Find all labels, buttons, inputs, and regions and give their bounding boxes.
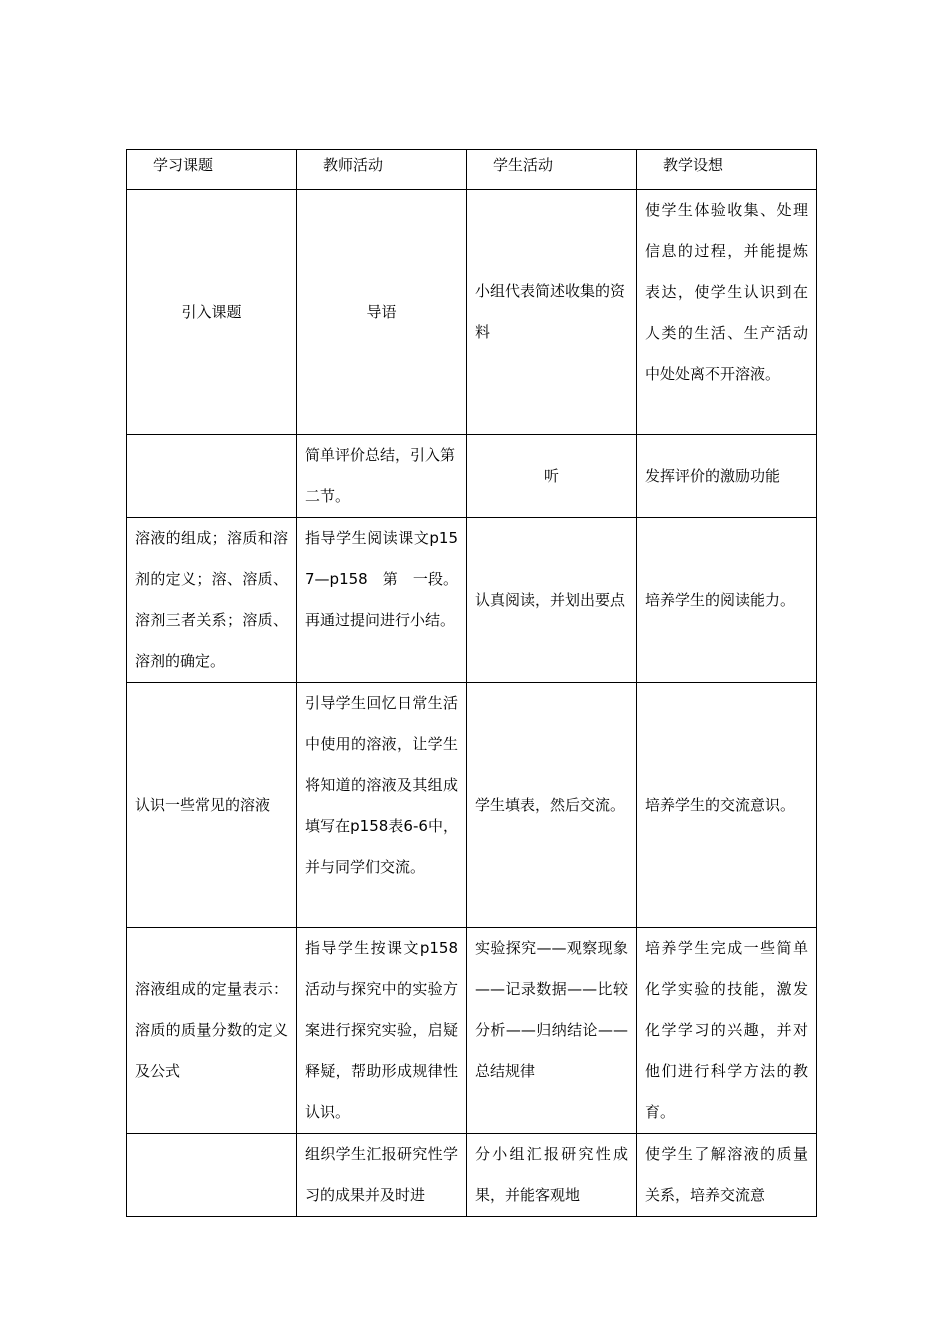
cell-design: 培养学生的阅读能力。 <box>637 518 817 683</box>
header-teacher-activity: 教师活动 <box>297 150 467 190</box>
header-student-activity: 学生活动 <box>467 150 637 190</box>
cell-student: 认真阅读，并划出要点 <box>467 518 637 683</box>
cell-design: 培养学生完成一些简单化学实验的技能，激发化学学习的兴趣，并对他们进行科学方法的教育。 <box>637 928 817 1134</box>
table-row <box>127 190 817 435</box>
table-header-row <box>127 150 817 190</box>
cell-design: 发挥评价的激励功能 <box>637 435 817 518</box>
cell-design: 使学生体验收集、处理信息的过程，并能提炼表达，使学生认识到在人类的生活、生产活动中处处离不开溶液。 <box>637 190 817 435</box>
header-topic: 学习课题 <box>127 150 297 190</box>
cell-topic: 引入课题 <box>127 190 297 435</box>
cell-teacher: 导语 <box>297 190 467 435</box>
cell-teacher: 指导学生阅读课文p157—p158 第 一段。再通过提问进行小结。 <box>297 518 467 683</box>
cell-student: 分小组汇报研究性成果，并能客观地 <box>467 1134 637 1217</box>
table-row <box>127 928 817 1134</box>
cell-student: 学生填表，然后交流。 <box>467 683 637 928</box>
cell-topic: 溶液组成的定量表示：溶质的质量分数的定义及公式 <box>127 928 297 1134</box>
cell-design: 培养学生的交流意识。 <box>637 683 817 928</box>
header-teaching-design: 教学设想 <box>637 150 817 190</box>
lesson-plan-table-container <box>126 149 816 1204</box>
cell-topic <box>127 435 297 518</box>
cell-teacher: 组织学生汇报研究性学习的成果并及时进 <box>297 1134 467 1217</box>
cell-topic: 认识一些常见的溶液 <box>127 683 297 928</box>
table-row <box>127 1134 817 1217</box>
table-row <box>127 435 817 518</box>
cell-design: 使学生了解溶液的质量关系，培养交流意 <box>637 1134 817 1217</box>
cell-student: 听 <box>467 435 637 518</box>
cell-student: 小组代表简述收集的资料 <box>467 190 637 435</box>
cell-topic: 溶液的组成；溶质和溶剂的定义；溶、溶质、溶剂三者关系；溶质、溶剂的确定。 <box>127 518 297 683</box>
cell-student: 实验探究——观察现象——记录数据——比较分析——归纳结论——总结规律 <box>467 928 637 1134</box>
cell-topic <box>127 1134 297 1217</box>
table-row <box>127 518 817 683</box>
cell-teacher: 简单评价总结，引入第二节。 <box>297 435 467 518</box>
table-row <box>127 683 817 928</box>
cell-teacher: 指导学生按课文p158活动与探究中的实验方案进行探究实验，启疑释疑，帮助形成规律性认识。 <box>297 928 467 1134</box>
lesson-plan-table <box>126 149 817 1217</box>
cell-teacher: 引导学生回忆日常生活中使用的溶液，让学生将知道的溶液及其组成填写在p158表6-6中，并与同学们交流。 <box>297 683 467 928</box>
